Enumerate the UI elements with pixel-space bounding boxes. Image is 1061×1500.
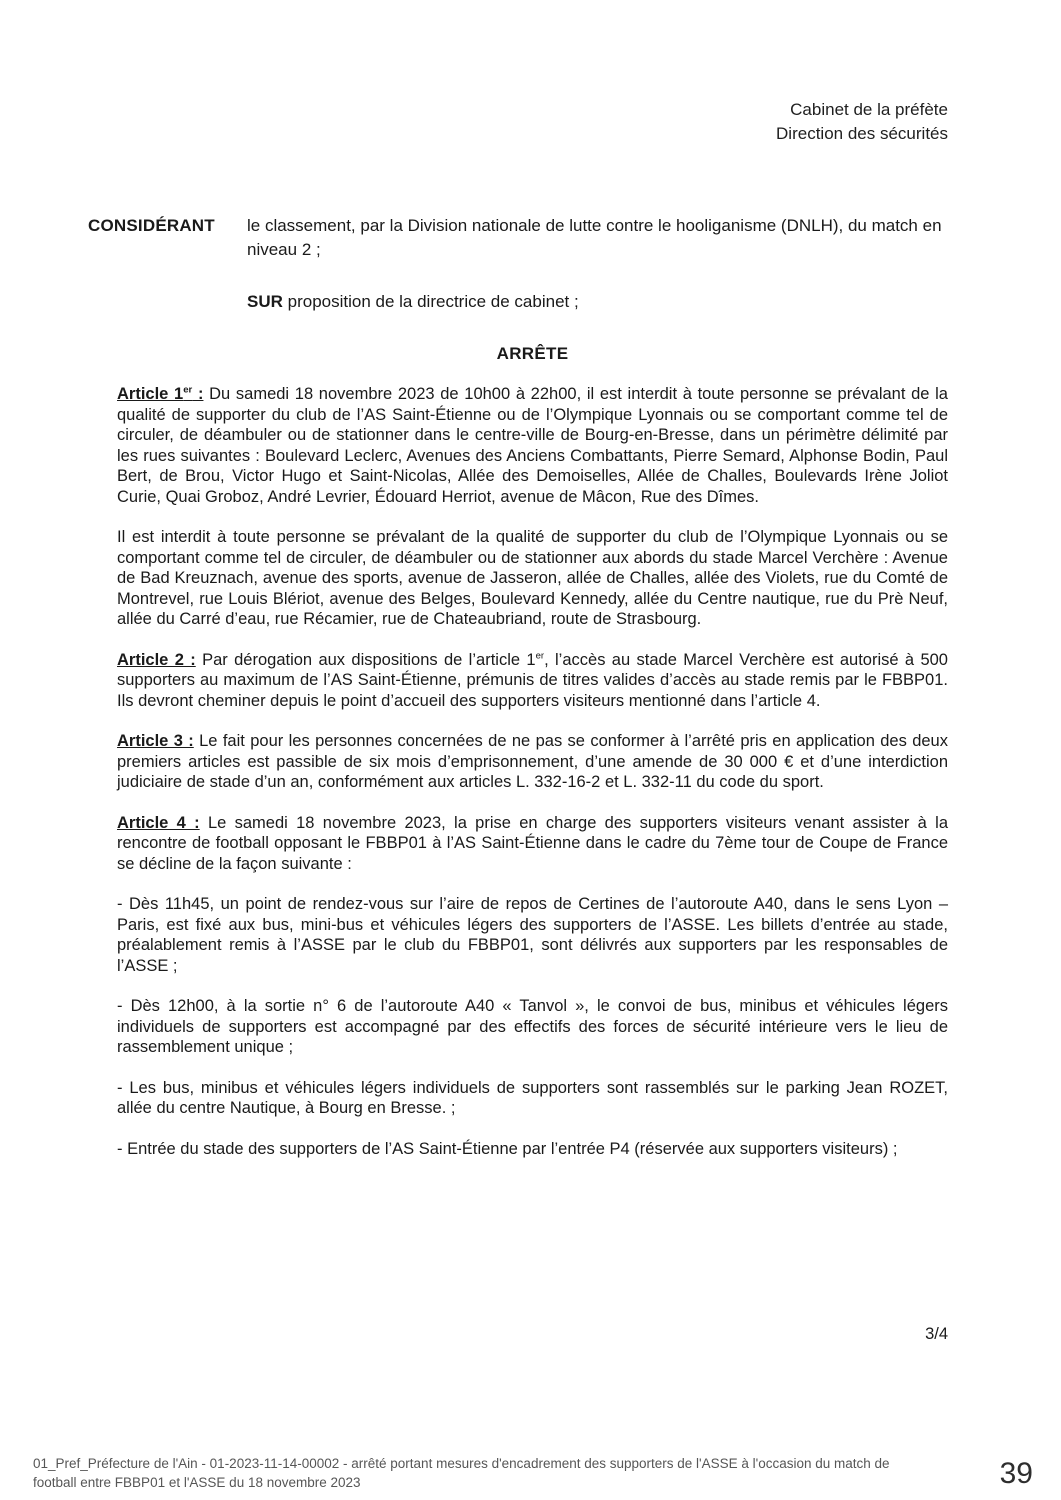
page-number: 3/4 — [925, 1325, 948, 1343]
letterhead-direction: Direction des sécurités — [776, 124, 948, 143]
article-4-bullet-1: - Dès 11h45, un point de rendez-vous sur l’aire de repos de Certines de l’autoroute A40, dans le sens Lyon – Paris, est fixé aux bus, mini-bus et véhicules légers des supporters de l’ASSE. Les billets d’entrée au stade, préalablement remis à l’ASSE par le club du FBBP01, sont délivrés aux supporters par les responsables de l’ASSE ; — [117, 895, 948, 975]
article-1-label-sup: er — [183, 384, 193, 396]
article-4-body: Le samedi 18 novembre 2023, la prise en charge des supporters visiteurs venant assister à la rencontre de football opposant le FBBP01 à l’AS Saint-Étienne dans le cadre du 7ème tour de Coupe de France se décline de la façon suivante : — [117, 813, 948, 873]
article-1-body-1: Du samedi 18 novembre 2023 de 10h00 à 22h00, il est interdit à toute personne se prévalant de la qualité de supporter du club de l’AS Saint-Étienne ou de l’Olympique Lyonnais ou se comportant comme tel de circuler, de déambuler ou de stationner dans le centre-ville de Bourg-en-Bresse, dans un périmètre délimité par les rues suivantes : Boulevard Leclerc, Avenues des Anciens Combattants, Pierre Semard, Alphonse Bodin, Paul Bert, de Brou, Victor Hugo et Saint-Nicolas, Allée des Demoiselles, Allée de Challes, Boulevards Irène Joliot Curie, Quai Groboz, André Levrier, Édouard Herriot, avenue de Mâcon, Rue des Dîmes. — [117, 385, 948, 506]
article-3-label: Article 3 : — [117, 732, 194, 750]
considerant-text: le classement, par la Division nationale de lutte contre le hooliganisme (DNLH), du match en niveau 2 ; — [247, 216, 942, 259]
article-2-paragraph — [117, 650, 948, 712]
article-3-body: Le fait pour les personnes concernées de ne pas se conformer à l’arrêté pris en application des deux premiers articles est passible de six mois d’emprisonnement, d’une amende de 30 000 € et d’une interdiction judiciaire de stade d’un an, conformément aux articles L. 332-16-2 et L. 332-11 du code du sport. — [117, 732, 948, 791]
article-4-label: Article 4 : — [117, 813, 200, 832]
sur-label: SUR — [247, 292, 283, 311]
sur-text: proposition de la directrice de cabinet ; — [282, 292, 579, 311]
footer-reference: 01_Pref_Préfecture de l'Ain - 01-2023-11-14-00002 - arrêté portant mesures d'encadrement des supporters de l'ASSE à l'occasion du match de football entre FBBP01 et l'ASSE du 18 novembre 2023 — [33, 1456, 890, 1490]
article-4-bullet-3: - Les bus, minibus et véhicules légers individuels de supporters sont rassemblés sur le parking Jean ROZET, allée du centre Nautique, à Bourg en Bresse. ; — [117, 1078, 948, 1117]
article-1-label-text: Article 1 — [117, 385, 184, 403]
sur-proposition-line — [247, 290, 948, 314]
footer-page-number: 39 — [999, 1457, 1033, 1490]
article-1-label-colon: : — [192, 385, 204, 403]
considerant-label: CONSIDÉRANT — [88, 216, 215, 235]
document-content — [0, 98, 1061, 1159]
arrete-heading: ARRÊTE — [496, 344, 569, 363]
article-2-label: Article 2 : — [117, 650, 196, 669]
article-2-body-b: , l’accès au stade Marcel Verchère est autorisé à 500 supporters au maximum de l’AS Saint-Étienne, prémunis de titres valides d’accès au stade remis par le FBBP01. Ils devront cheminer depuis le point d’accueil des supporters visiteurs mentionné dans l’article 4. — [117, 650, 948, 710]
article-4-bullet-2: - Dès 12h00, à la sortie n° 6 de l’autoroute A40 « Tanvol », le convoi de bus, minibus et véhicules légers individuels de supporters est accompagné par des effectifs des forces de sécurité intérieure vers le lieu de rassemblement unique ; — [117, 997, 948, 1056]
article-1-paragraph-1 — [117, 384, 948, 507]
article-4-bullet-4: - Entrée du stade des supporters de l’AS Saint-Étienne par l’entrée P4 (réservée aux supporters visiteurs) ; — [117, 1139, 898, 1158]
article-1-paragraph-2: Il est interdit à toute personne se prévalant de la qualité de supporter du club de l’Olympique Lyonnais ou se comportant comme tel de circuler, de déambuler ou de stationner aux abords du stade Marcel Verchère : Avenue de Bad Kreuznach, avenue des sports, avenue de Jasseron, allée de Challes, allée des Violets, rue du Comté de Montrevel, rue Louis Blériot, avenue des Belges, Boulevard Kennedy, allée du Centre nautique, rue du Prè Neuf, allée du Carré d’eau, rue Récamier, rue de Chateaubriand, route de Strasbourg. — [117, 528, 948, 628]
letterhead — [88, 98, 948, 146]
article-2-sup: er — [535, 650, 545, 661]
letterhead-office: Cabinet de la préfète — [790, 100, 948, 119]
article-1-label — [117, 385, 203, 403]
article-3-paragraph — [117, 731, 948, 793]
article-2-body-a: Par dérogation aux dispositions de l’article 1 — [195, 650, 536, 669]
article-4-paragraph — [117, 813, 948, 875]
articles-section — [117, 384, 948, 1159]
considerant-block — [88, 214, 948, 262]
